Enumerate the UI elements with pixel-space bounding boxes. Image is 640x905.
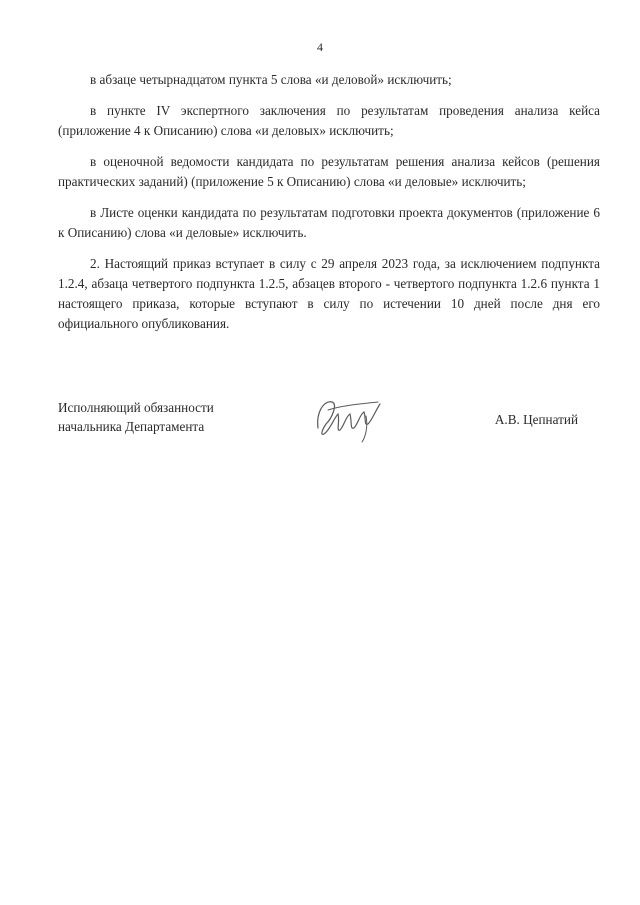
paragraph-effective-date: 2. Настоящий приказ вступает в силу с 29 апреля 2023 года, за исключением подпункта 1.2.4, абзаца четвертого подпункта 1.2.5, абзацев второго - четвертого подпункта 1.2.6 пункта 1 настоящего приказа, которые вступают в силу по истечении 10 дней после дня его официального опубликования.: [58, 256, 600, 331]
paragraph-assessment-list: в Листе оценки кандидата по результатам подготовки проекта документов (приложение 6 к Описанию) слова «и деловые» исключить.: [58, 205, 600, 240]
signature-block: [58, 398, 600, 458]
handwritten-signature: [310, 392, 388, 444]
signer-position: [58, 398, 214, 436]
paragraph-abzac-14: в абзаце четырнадцатом пункта 5 слова «и деловой» исключить;: [90, 72, 452, 87]
signer-position-line2: начальника Департамента: [58, 419, 205, 434]
paragraph-expert-conclusion: в пункте IV экспертного заключения по результатам проведения анализа кейса (приложение 4 к Описанию) слова «и деловых» исключить;: [58, 103, 600, 138]
signer-name: А.В. Цепнатий: [494, 412, 578, 427]
signer-position-line1: Исполняющий обязанности: [58, 400, 214, 415]
page-number: 4: [317, 40, 323, 54]
document-body: [58, 70, 600, 345]
paragraph-evaluation-sheet: в оценочной ведомости кандидата по результатам решения анализа кейсов (решения практических заданий) (приложение 5 к Описанию) слова «и деловые» исключить;: [58, 154, 600, 189]
